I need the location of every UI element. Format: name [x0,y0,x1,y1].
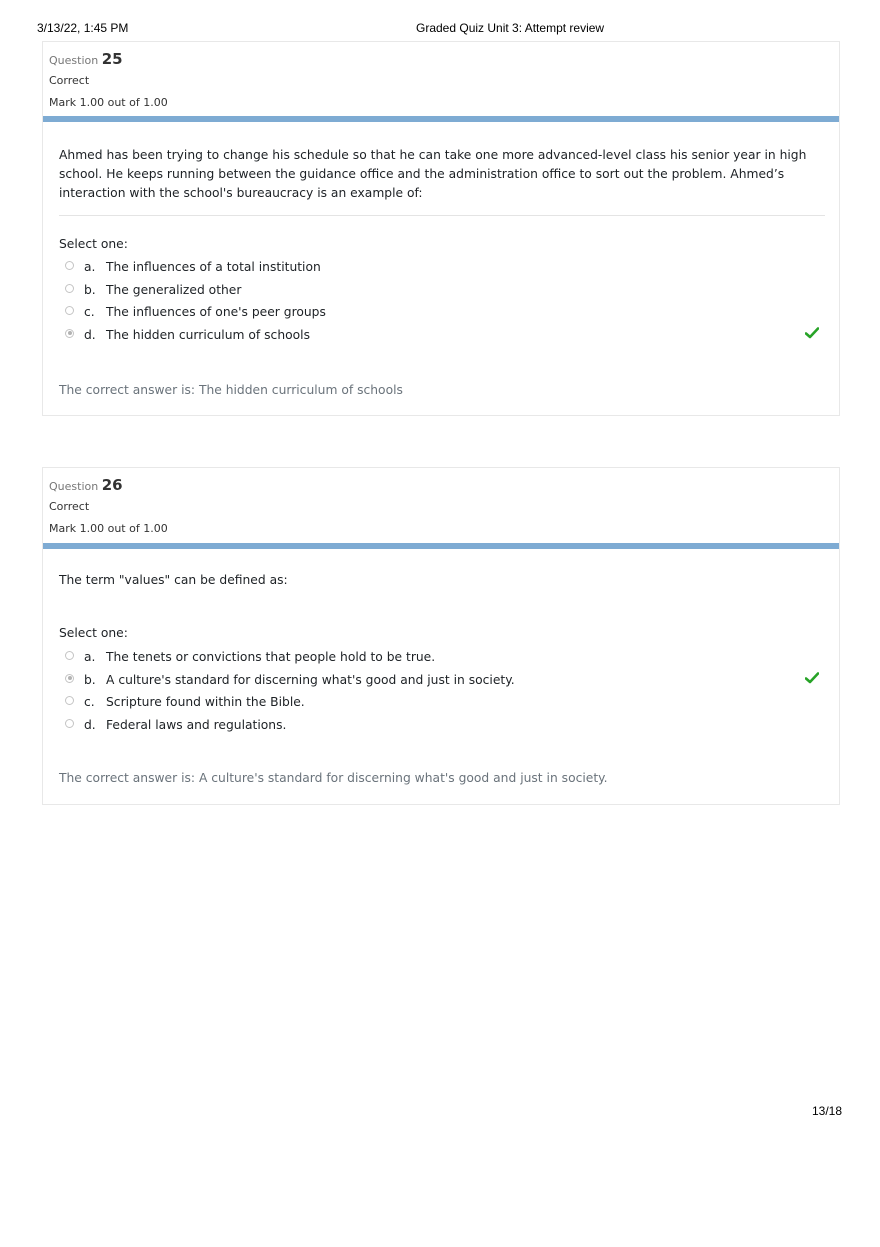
answer-option-d[interactable]: d. Federal laws and regulations. [65,716,825,739]
answer-option-a[interactable]: a. The influences of a total institution [65,258,825,281]
print-datetime: 3/13/22, 1:45 PM [37,21,129,35]
question-number: Question 26 [49,476,123,494]
question-number: Question 25 [49,50,123,68]
radio-button-selected[interactable] [65,329,74,338]
radio-button[interactable] [65,696,74,705]
select-one-label: Select one: [59,626,128,640]
question-text: Ahmed has been trying to change his schedule so that he can take one more advanced-level class his senior year in high school. He keeps running between the guidance office and the administration office to sort out the problem. Ahmed’s interaction with the school's bureaucracy is an example of: [59,148,807,200]
print-page-title: Graded Quiz Unit 3: Attempt review [416,21,605,35]
radio-button[interactable] [65,651,74,660]
answer-option-b[interactable]: b. The generalized other [65,281,825,304]
question-divider-bar [43,543,839,549]
check-icon [805,327,819,339]
correct-answer-feedback: The correct answer is: The hidden curriculum of schools [59,383,403,397]
radio-button[interactable] [65,719,74,728]
question-25-card [42,41,840,416]
question-text: The term "values" can be defined as: [59,573,288,587]
answer-option-c[interactable]: c. Scripture found within the Bible. [65,693,825,716]
check-icon [805,672,819,684]
radio-button[interactable] [65,284,74,293]
answer-option-b[interactable]: b. A culture's standard for discerning what's good and just in society. [65,671,825,694]
answer-options [65,258,825,348]
correct-answer-feedback: The correct answer is: A culture's standard for discerning what's good and just in society. [59,771,608,785]
question-info [43,468,839,543]
question-26-card [42,467,840,805]
print-header [0,21,880,37]
question-info [43,42,839,117]
question-state: Correct [49,500,90,513]
answer-option-c[interactable]: c. The influences of one's peer groups [65,303,825,326]
question-grade: Mark 1.00 out of 1.00 [49,96,168,109]
question-state: Correct [49,74,90,87]
question-grade: Mark 1.00 out of 1.00 [49,522,168,535]
question-separator [59,215,825,216]
select-one-label: Select one: [59,237,128,251]
radio-button-selected[interactable] [65,674,74,683]
page-number: 13/18 [812,1104,843,1118]
question-divider-bar [43,116,839,122]
radio-button[interactable] [65,306,74,315]
answer-option-a[interactable]: a. The tenets or convictions that people hold to be true. [65,648,825,671]
radio-button[interactable] [65,261,74,270]
answer-options [65,648,825,738]
answer-option-d[interactable]: d. The hidden curriculum of schools [65,326,825,349]
